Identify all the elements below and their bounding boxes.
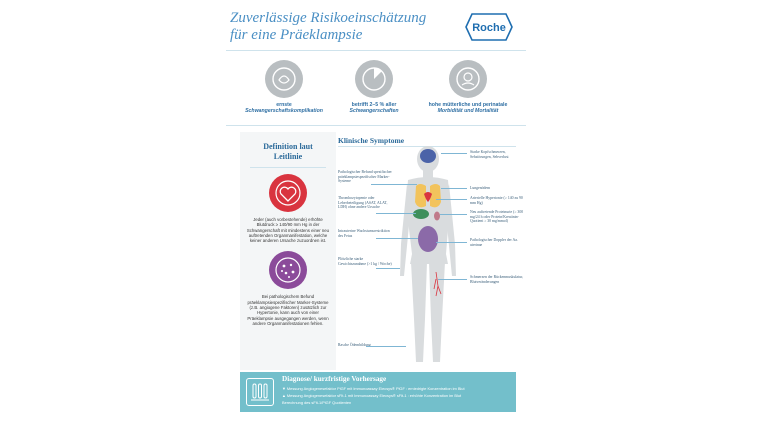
pregnancy-icon [265,60,303,98]
symptom-leader [441,153,467,154]
heart-pressure-icon [269,174,307,212]
diagnosis-band [240,372,516,412]
symptom-label-left: Rasche Ödembildung [338,343,371,347]
divider [250,167,326,168]
symptom-leader [440,214,467,215]
symptom-label-right: Starke Kopfschmerzen, Sehstörungen, Sehverlust [470,150,509,159]
symptom-leader [441,188,467,189]
symptom-label-right: Neu auftretende Proteinurie (≥ 300 mg/24 h oder Protein/Kreatinin-Quotient ≥ 30 mg/mmol) [470,210,524,224]
brain-organ [420,149,436,163]
symptom-leader [376,213,416,214]
symptom-label-right: Lungenödem [470,186,491,190]
diagnosis-line: Berechnung des sFlt-1/PlGF Quotienten [282,400,352,405]
symptom-label-left: Plötzliche starke Gewichtszunahme (>1 kg / Woche) [338,257,392,266]
stat-morbidity: hohe mütterliche und perinatale Morbidität und Mortalität [424,60,512,115]
symptom-label-left: Thrombozytopenie oder Leberbeteiligung (ASAT, ALAT, LDH) ohne andere Ursache [338,196,388,210]
symptom-leader [436,199,467,200]
symptom-label-left: Intrauterine Wachstumsrestriktion des Fetus [338,229,390,238]
symptom-leader [436,242,467,243]
pie-segment-icon [355,60,393,98]
definition-text-1: Jeder (auch vorbestehende) erhöhte Blutdruck ≥ 140/90 mm Hg in der Schwangerschaft mit mindestens einer neu auftretenden Organmanifestation, welche keiner anderen Ursache zuzuordnen ist. [246,217,330,244]
mother-child-icon [449,60,487,98]
symptom-leader [366,346,406,347]
divider [226,125,526,126]
diagnosis-line: ▼ Messung Angiogenesefaktor PlGF mit Immunoassay Elecsys® PlGF : erniedrigte Konzentration im Blut [282,386,465,391]
diagnosis-line: ▲ Messung Angiogenesefaktor sFlt-1 mit Immunoassay Elecsys® sFlt-1 : erhöhte Konzentration im Blut [282,393,462,398]
stat-complication: ernste Schwangerschaftskomplikation [240,60,328,115]
symptom-label-right: Arterielle Hypertonie (≥ 140 zu 90 mm Hg) [470,196,523,205]
roche-logo [464,12,514,42]
page-title: Zuverlässige Risikoeinschätzung für eine Präeklampsie [230,10,427,43]
divider [226,50,526,51]
definition-panel [240,132,336,370]
symptom-leader [371,184,417,185]
definition-heading: Definition laut Leitlinie [263,142,313,161]
liver-organ [413,209,429,219]
diagnosis-title: Diagnose/ kurzfristige Vorhersage [282,375,387,383]
symptom-leader [376,268,400,269]
test-tubes-icon [246,378,274,406]
uterus-organ [418,226,438,252]
symptoms-heading: Klinische Symptome [338,136,405,145]
infographic-sheet [226,0,530,427]
symptom-label-right: Schmerzen der Rückenmuskulatur, Blutveränderungen [470,275,524,284]
stat-prevalence: betrifft 2–5 % aller Schwangerschaften [330,60,418,115]
body-figure [398,144,458,369]
symptom-leader [376,238,418,239]
symptom-leader [438,279,467,280]
svg-text:Roche: Roche [472,22,506,34]
kidney-organ [434,212,440,221]
marker-cells-icon [269,251,307,289]
symptom-label-left: Pathologischer Befund spezifischer präeklampsiespezifischer Marker-Systeme [338,170,392,184]
definition-text-2: Bei pathologischem Befund präeklampsiespezifischer Marker-Systeme (z.B. angiogene Faktoren) zusätzlich zur Hypertonie, kann auch von einer Präeklampsie ausgegangen werden, wenn andere Organmanifestationen fehlen. [247,294,329,326]
symptom-label-right: Pathologischer Doppler der Aa. uterinae [470,238,518,247]
